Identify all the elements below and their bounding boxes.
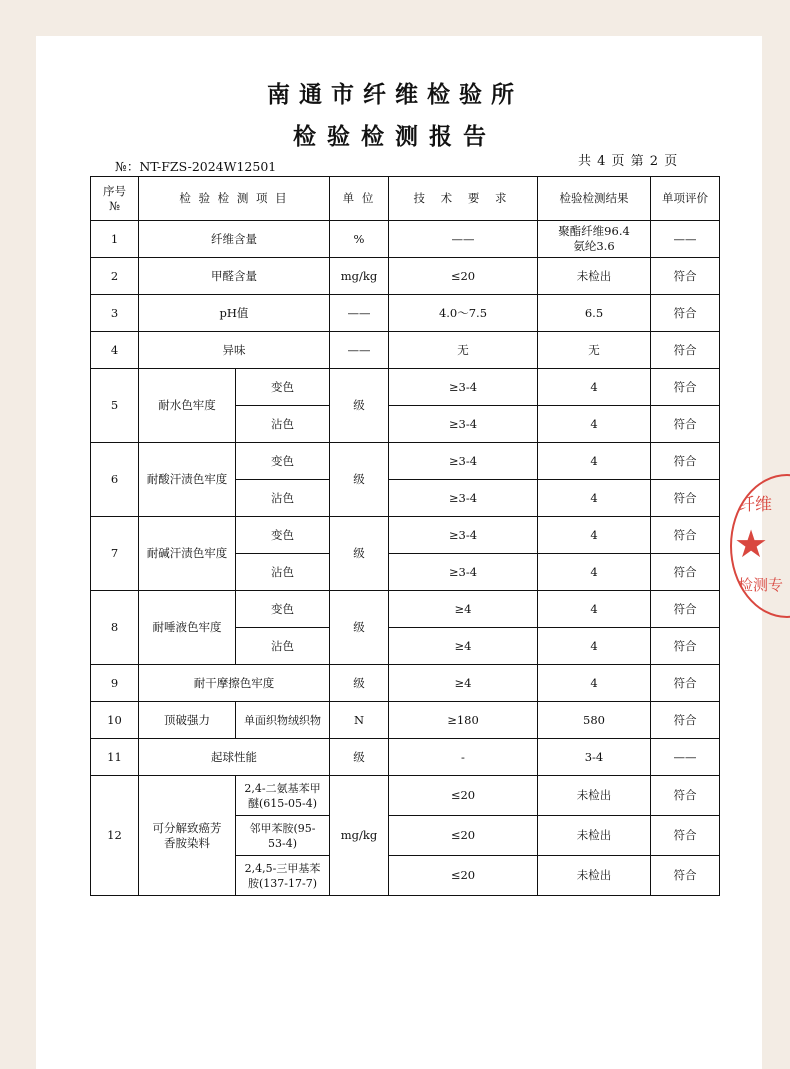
row-subitem: 沾色 — [236, 628, 330, 665]
row-requirement: ≥3-4 — [389, 443, 538, 480]
row-requirement: ≤20 — [389, 816, 538, 856]
row-evaluation: 符合 — [651, 554, 720, 591]
row-subitem: 沾色 — [236, 554, 330, 591]
table-row — [91, 517, 720, 554]
seal-text-top: 纤维 — [738, 495, 772, 515]
row-number: 7 — [91, 517, 139, 591]
row-requirement: ≥3-4 — [389, 480, 538, 517]
row-requirement: 4.0～7.5 — [389, 295, 538, 332]
inspection-table — [90, 176, 720, 896]
row-number: 11 — [91, 739, 139, 776]
row-evaluation: 符合 — [651, 702, 720, 739]
row-result: 4 — [538, 554, 651, 591]
table-row — [91, 776, 720, 816]
row-evaluation: 符合 — [651, 406, 720, 443]
row-result: 3-4 — [538, 739, 651, 776]
row-subitem: 沾色 — [236, 480, 330, 517]
row-number: 1 — [91, 221, 139, 258]
row-unit: 级 — [330, 739, 389, 776]
row-subitem: 变色 — [236, 517, 330, 554]
table-row — [91, 591, 720, 628]
header-evaluation: 单项评价 — [651, 177, 720, 221]
row-requirement: ≤20 — [389, 258, 538, 295]
row-subitem: 变色 — [236, 443, 330, 480]
row-result: 4 — [538, 517, 651, 554]
row-item: 起球性能 — [139, 739, 330, 776]
row-number: 12 — [91, 776, 139, 896]
row-result: 未检出 — [538, 258, 651, 295]
row-evaluation: 符合 — [651, 776, 720, 816]
row-subitem: 邻甲苯胺(95-53-4) — [236, 816, 330, 856]
row-evaluation: 符合 — [651, 443, 720, 480]
row-unit: mg/kg — [330, 776, 389, 896]
row-result: 4 — [538, 665, 651, 702]
row-requirement: ≥3-4 — [389, 554, 538, 591]
row-result: 6.5 — [538, 295, 651, 332]
row-subitem: 变色 — [236, 369, 330, 406]
table-row — [91, 443, 720, 480]
row-item: 可分解致癌芳香胺染料 — [139, 776, 236, 896]
row-subitem: 沾色 — [236, 406, 330, 443]
row-unit: —— — [330, 295, 389, 332]
row-requirement: ≥3-4 — [389, 369, 538, 406]
row-requirement: ≥4 — [389, 628, 538, 665]
row-result: 4 — [538, 628, 651, 665]
org-title: 南通市纤维检验所 — [267, 82, 523, 108]
row-item: 耐碱汗渍色牢度 — [139, 517, 236, 591]
row-number: 2 — [91, 258, 139, 295]
row-requirement: —— — [389, 221, 538, 258]
report-number: №：NT-FZS-2024W12501 — [115, 159, 277, 174]
row-number: 9 — [91, 665, 139, 702]
row-unit: 级 — [330, 369, 389, 443]
row-result: 4 — [538, 480, 651, 517]
row-number: 3 — [91, 295, 139, 332]
row-number: 6 — [91, 443, 139, 517]
row-number: 5 — [91, 369, 139, 443]
row-unit: 级 — [330, 443, 389, 517]
row-evaluation: 符合 — [651, 665, 720, 702]
row-requirement: ≥4 — [389, 665, 538, 702]
row-evaluation: 符合 — [651, 591, 720, 628]
row-unit: 级 — [330, 591, 389, 665]
row-item: 耐干摩擦色牢度 — [139, 665, 330, 702]
header-result: 检验检测结果 — [538, 177, 651, 221]
row-subitem: 变色 — [236, 591, 330, 628]
row-item: 耐酸汗渍色牢度 — [139, 443, 236, 517]
row-requirement: ≥180 — [389, 702, 538, 739]
row-evaluation: 符合 — [651, 258, 720, 295]
header-requirement: 技 术 要 求 — [389, 177, 538, 221]
star-icon: ★ — [734, 522, 769, 566]
row-unit: 级 — [330, 665, 389, 702]
row-result: 无 — [538, 332, 651, 369]
row-number: 8 — [91, 591, 139, 665]
row-subitem: 2,4,5-三甲基苯胺(137-17-7) — [236, 856, 330, 896]
row-item: 耐唾液色牢度 — [139, 591, 236, 665]
row-evaluation: 符合 — [651, 816, 720, 856]
table-row — [91, 295, 720, 332]
header-unit: 单 位 — [330, 177, 389, 221]
row-result: 未检出 — [538, 816, 651, 856]
seal-text-bottom: 检测专 — [738, 576, 784, 594]
header-item: 检 验 检 测 项 目 — [139, 177, 330, 221]
row-evaluation: —— — [651, 739, 720, 776]
row-result: 580 — [538, 702, 651, 739]
header-seq: 序号 № — [91, 177, 139, 221]
row-item: 顶破强力 — [139, 702, 236, 739]
table-row — [91, 369, 720, 406]
row-requirement: ≤20 — [389, 776, 538, 816]
table-row — [91, 702, 720, 739]
row-result: 4 — [538, 443, 651, 480]
row-item: 耐水色牢度 — [139, 369, 236, 443]
row-evaluation: 符合 — [651, 480, 720, 517]
row-evaluation: 符合 — [651, 856, 720, 896]
row-subitem: 单面织物绒织物 — [236, 702, 330, 739]
row-result: 未检出 — [538, 776, 651, 816]
row-unit: —— — [330, 332, 389, 369]
row-result: 聚酯纤维96.4 氨纶3.6 — [538, 221, 651, 258]
table-row — [91, 332, 720, 369]
row-requirement: ≥4 — [389, 591, 538, 628]
table-row — [91, 221, 720, 258]
row-unit: % — [330, 221, 389, 258]
row-result: 4 — [538, 591, 651, 628]
row-evaluation: 符合 — [651, 628, 720, 665]
row-requirement: 无 — [389, 332, 538, 369]
row-evaluation: 符合 — [651, 517, 720, 554]
table-row — [91, 665, 720, 702]
row-result: 4 — [538, 406, 651, 443]
row-requirement: - — [389, 739, 538, 776]
row-evaluation: —— — [651, 221, 720, 258]
row-item: 异味 — [139, 332, 330, 369]
row-item: pH值 — [139, 295, 330, 332]
table-header-row — [91, 177, 720, 221]
table-row — [91, 258, 720, 295]
row-unit: N — [330, 702, 389, 739]
row-item: 纤维含量 — [139, 221, 330, 258]
row-subitem: 2,4-二氨基苯甲醚(615-05-4) — [236, 776, 330, 816]
row-unit: mg/kg — [330, 258, 389, 295]
row-unit: 级 — [330, 517, 389, 591]
row-item: 甲醛含量 — [139, 258, 330, 295]
row-requirement: ≥3-4 — [389, 517, 538, 554]
table-row — [91, 739, 720, 776]
report-title: 检验检测报告 — [293, 124, 497, 150]
row-result: 未检出 — [538, 856, 651, 896]
row-evaluation: 符合 — [651, 332, 720, 369]
page-info: 共 4 页 第 2 页 — [578, 154, 679, 169]
row-evaluation: 符合 — [651, 369, 720, 406]
row-result: 4 — [538, 369, 651, 406]
row-requirement: ≤20 — [389, 856, 538, 896]
row-number: 4 — [91, 332, 139, 369]
row-requirement: ≥3-4 — [389, 406, 538, 443]
row-evaluation: 符合 — [651, 295, 720, 332]
row-number: 10 — [91, 702, 139, 739]
